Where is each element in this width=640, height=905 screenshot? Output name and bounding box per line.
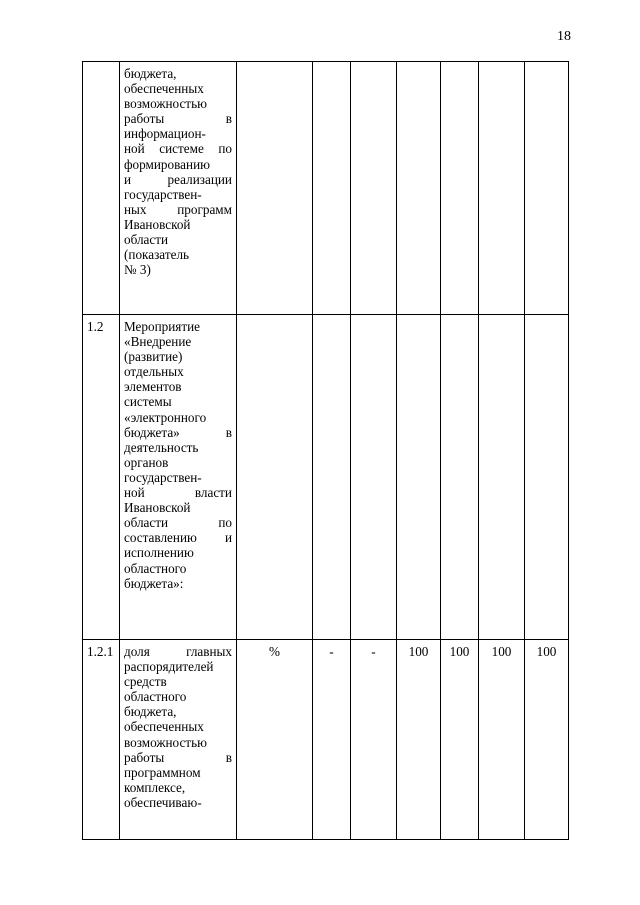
row-number-cell: 1.2.1 <box>83 640 120 840</box>
value-cell: - <box>313 640 351 840</box>
description-line: ной власти <box>124 485 232 501</box>
value-cell <box>351 62 397 315</box>
description-line: обеспеченных <box>124 719 204 735</box>
value-cell <box>397 315 441 640</box>
unit-cell <box>237 315 313 640</box>
value-cell <box>313 315 351 640</box>
value-cell <box>441 62 479 315</box>
description-line: деятельность <box>124 439 199 455</box>
table-row <box>83 62 569 315</box>
description-line: Ивановской <box>124 216 191 232</box>
row-description-cell <box>120 315 237 640</box>
description-line: и реализации <box>124 171 232 187</box>
table-row <box>83 315 569 640</box>
description-line: средств <box>124 674 167 690</box>
value-cell: 100 <box>525 640 569 840</box>
value-cell: - <box>351 640 397 840</box>
value-cell: 100 <box>441 640 479 840</box>
description-line: распорядителей <box>124 659 214 675</box>
value-cell <box>441 315 479 640</box>
description-line: № 3) <box>124 262 151 278</box>
description-line: составлению и <box>124 530 232 546</box>
description-line: государствен- <box>124 469 202 485</box>
row-number-cell: 1.2 <box>83 315 120 640</box>
page-number: 18 <box>557 29 571 44</box>
indicator-table <box>82 61 569 840</box>
description-line: органов <box>124 454 169 470</box>
description-line: областного <box>124 689 187 705</box>
value-cell <box>351 315 397 640</box>
description-line: бюджета, <box>124 704 177 720</box>
description-line: комплексе, <box>124 779 186 795</box>
description-line: возможностью <box>124 96 207 112</box>
description-line: бюджета»: <box>124 575 184 591</box>
description-line: доля главных <box>124 644 232 659</box>
description-line: работы в <box>124 111 232 127</box>
unit-cell <box>237 62 313 315</box>
value-cell <box>479 62 525 315</box>
description-line: отдельных <box>124 364 184 380</box>
value-cell <box>479 315 525 640</box>
row-description-cell <box>120 640 237 840</box>
description-line: программном <box>124 764 201 780</box>
description-line: обеспечиваю- <box>124 794 202 810</box>
description-line: «Внедрение <box>124 334 192 350</box>
row-number-cell <box>83 62 120 315</box>
description-line: работы в <box>124 749 232 765</box>
value-cell <box>313 62 351 315</box>
description-line: Ивановской <box>124 500 191 516</box>
description-line: Мероприятие <box>124 319 201 334</box>
description-line: формированию <box>124 156 210 172</box>
unit-cell: % <box>237 640 313 840</box>
description-line: области по <box>124 515 232 531</box>
description-line: (показатель <box>124 247 190 263</box>
description-line: информацион- <box>124 126 206 142</box>
value-cell <box>525 62 569 315</box>
description-line: «электронного <box>124 409 207 425</box>
description-line: обеспеченных <box>124 81 204 97</box>
description-line: возможностью <box>124 734 207 750</box>
value-cell: 100 <box>397 640 441 840</box>
description-line: системы <box>124 394 172 410</box>
description-line: бюджета, <box>124 66 177 81</box>
description-line: исполнению <box>124 545 194 561</box>
value-cell <box>397 62 441 315</box>
value-cell: 100 <box>479 640 525 840</box>
description-line: государствен- <box>124 186 202 202</box>
description-line: ных программ <box>124 201 232 217</box>
description-line: бюджета» в <box>124 424 232 440</box>
value-cell <box>525 315 569 640</box>
description-line: (развитие) <box>124 349 183 365</box>
description-line: области <box>124 232 169 248</box>
row-description-cell <box>120 62 237 315</box>
description-line: элементов <box>124 379 182 395</box>
description-line: областного <box>124 560 187 576</box>
description-line: ной системе по <box>124 141 232 157</box>
table-row <box>83 640 569 840</box>
